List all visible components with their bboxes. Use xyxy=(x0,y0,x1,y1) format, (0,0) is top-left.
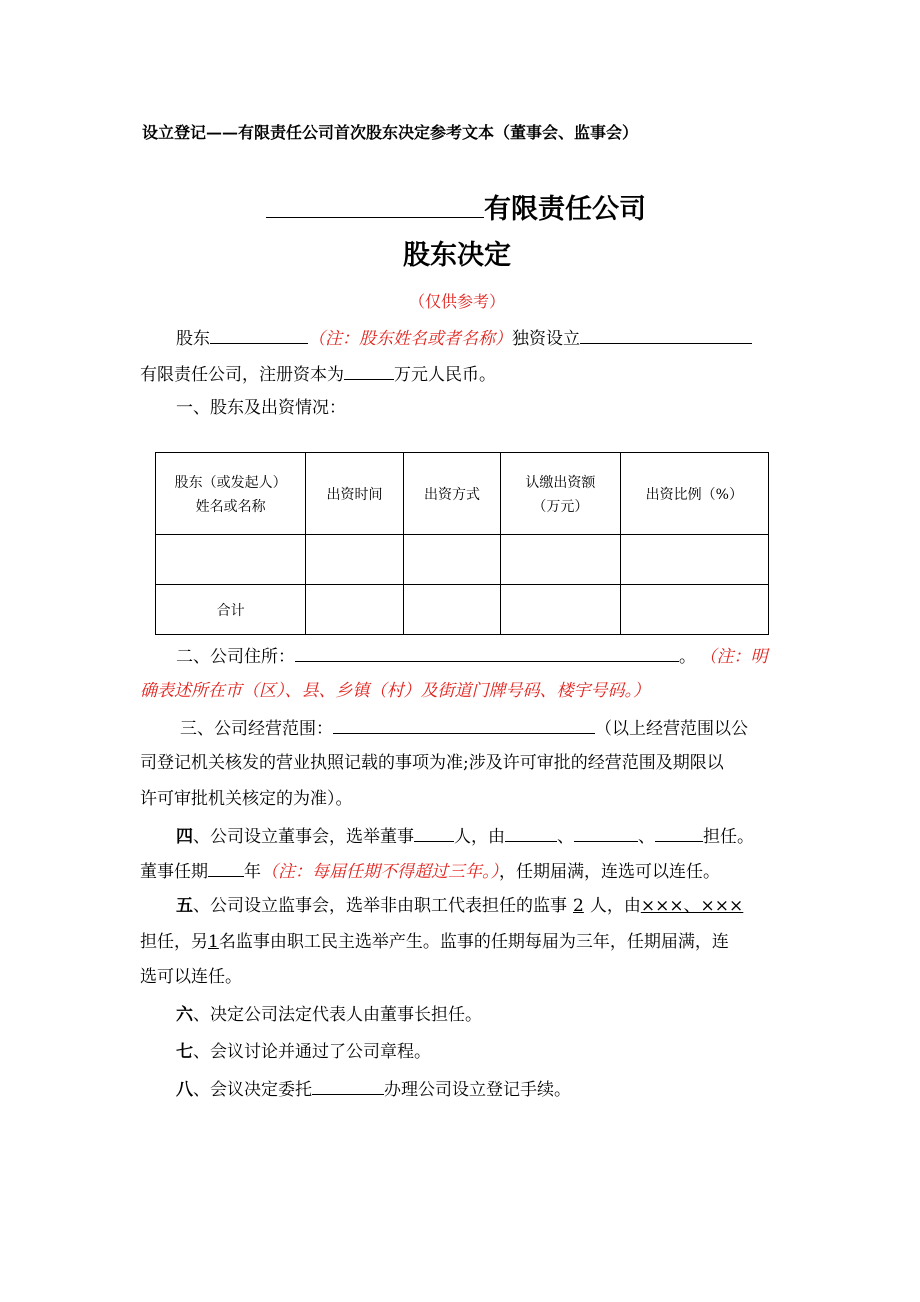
intro-text: 万元人民币。 xyxy=(394,365,496,385)
section-text: ，任期届满，连选可以连任。 xyxy=(499,862,720,882)
table-cell xyxy=(620,535,768,585)
section-text: 年 xyxy=(244,862,261,882)
section-label: 三、公司经营范围： xyxy=(180,719,333,739)
agent-blank xyxy=(312,1078,384,1095)
section-5-line-2 xyxy=(140,932,729,952)
section-text: 人，由 xyxy=(589,896,641,916)
section-text: 、公司设立监事会，选举非由职工代表担任的监事 xyxy=(193,896,567,916)
capital-table xyxy=(155,452,769,635)
section-7-line xyxy=(176,1042,431,1062)
section-number: 四 xyxy=(176,827,193,847)
company-blank xyxy=(580,327,752,344)
section-note: （注：每届任期不得超过三年。） xyxy=(261,862,499,882)
section-text: 办理公司设立登记手续。 xyxy=(384,1080,571,1100)
company-name-line xyxy=(266,193,646,226)
intro-line-1 xyxy=(176,327,752,349)
header-text: 姓名或名称 xyxy=(195,498,266,515)
table-cell xyxy=(156,535,306,585)
table-header-cell xyxy=(156,453,306,535)
term-blank xyxy=(208,860,244,877)
director-count-blank xyxy=(414,825,454,842)
section-text: 人，由 xyxy=(454,827,505,847)
intro-line-2 xyxy=(140,363,496,385)
shareholder-blank xyxy=(210,327,308,344)
section-text: 。 xyxy=(679,647,696,667)
table-header-cell: 出资时间 xyxy=(306,453,403,535)
section-text: 名监事由职工民主选举产生。监事的任期每届为三年，任期届满，连 xyxy=(218,932,729,952)
section-3-line-1 xyxy=(180,717,748,739)
section-text: （以上经营范围以公 xyxy=(595,719,748,739)
table-cell xyxy=(403,535,500,585)
table-header-row xyxy=(156,453,769,535)
section-number: 六 xyxy=(176,1005,193,1025)
section-4-line-2 xyxy=(140,860,720,882)
reference-note: （仅供参考） xyxy=(409,292,506,311)
section-text: 担任，另 xyxy=(140,932,208,952)
table-header-cell: 出资比例（%） xyxy=(620,453,768,535)
section-number: 五 xyxy=(176,896,193,916)
header-text: 股东（或发起人） xyxy=(174,474,287,491)
intro-text: 有限责任公司，注册资本为 xyxy=(140,365,344,385)
table-row xyxy=(156,535,769,585)
section-label: 二、公司住所： xyxy=(176,647,295,667)
section-note: （注：明 xyxy=(708,647,768,667)
section-3-line-2: 司登记机关核发的营业执照记载的事项为准;涉及许可审批的经营范围及期限以 xyxy=(140,753,724,773)
header-text: （万元） xyxy=(532,498,589,515)
business-scope-blank xyxy=(333,717,595,734)
intro-note: （注：股东姓名或者名称） xyxy=(308,329,512,349)
supervisor-count: 2 xyxy=(573,896,584,916)
header-text: 认缴出资额 xyxy=(525,474,596,491)
table-header-cell: 出资方式 xyxy=(403,453,500,535)
staff-supervisor-count: 1 xyxy=(208,932,219,952)
intro-text: 股东 xyxy=(176,329,210,349)
section-number: 七 xyxy=(176,1042,193,1062)
address-blank xyxy=(295,645,679,662)
section-text: 、决定公司法定代表人由董事长担任。 xyxy=(193,1005,482,1025)
table-total-row xyxy=(156,585,769,635)
capital-blank xyxy=(344,363,394,380)
intro-text: 独资设立 xyxy=(512,329,580,349)
section-5-line-3: 选可以连任。 xyxy=(140,967,242,987)
section-5-line-1 xyxy=(176,896,743,916)
section-4-line-1 xyxy=(176,825,754,847)
section-number: 八 xyxy=(176,1080,193,1100)
section-8-line xyxy=(176,1078,571,1100)
table-cell xyxy=(306,535,403,585)
table-cell xyxy=(620,585,768,635)
section-1-heading: 一、股东及出资情况： xyxy=(176,398,346,418)
supervisor-names: ×××、××× xyxy=(640,896,744,916)
director-name-blank xyxy=(574,825,638,842)
director-name-blank xyxy=(505,825,557,842)
separator: 、 xyxy=(638,827,655,847)
table-header-cell xyxy=(501,453,620,535)
total-label-cell: 合计 xyxy=(156,585,306,635)
section-text: 董事任期 xyxy=(140,862,208,882)
section-2-note-line: 确表述所在市（区）、县、乡镇（村）及街道门牌号码、楼宇号码。） xyxy=(140,681,650,701)
section-2-line-1 xyxy=(176,645,768,667)
company-suffix: 有限责任公司 xyxy=(484,194,646,225)
section-3-line-3: 许可审批机关核定的为准）。 xyxy=(140,789,353,809)
document-heading: 设立登记——有限责任公司首次股东决定参考文本（董事会、监事会） xyxy=(142,123,639,142)
table-cell xyxy=(306,585,403,635)
table-cell xyxy=(501,585,620,635)
table-cell xyxy=(403,585,500,635)
table-cell xyxy=(501,535,620,585)
company-name-blank xyxy=(266,193,484,218)
section-6-line xyxy=(176,1005,482,1025)
page-title: 股东决定 xyxy=(403,240,511,271)
separator: 、 xyxy=(557,827,574,847)
director-name-blank xyxy=(655,825,703,842)
section-text: 、会议决定委托 xyxy=(193,1080,312,1100)
section-text: 、公司设立董事会，选举董事 xyxy=(193,827,414,847)
section-text: 、会议讨论并通过了公司章程。 xyxy=(193,1042,431,1062)
section-text: 担任。 xyxy=(703,827,754,847)
